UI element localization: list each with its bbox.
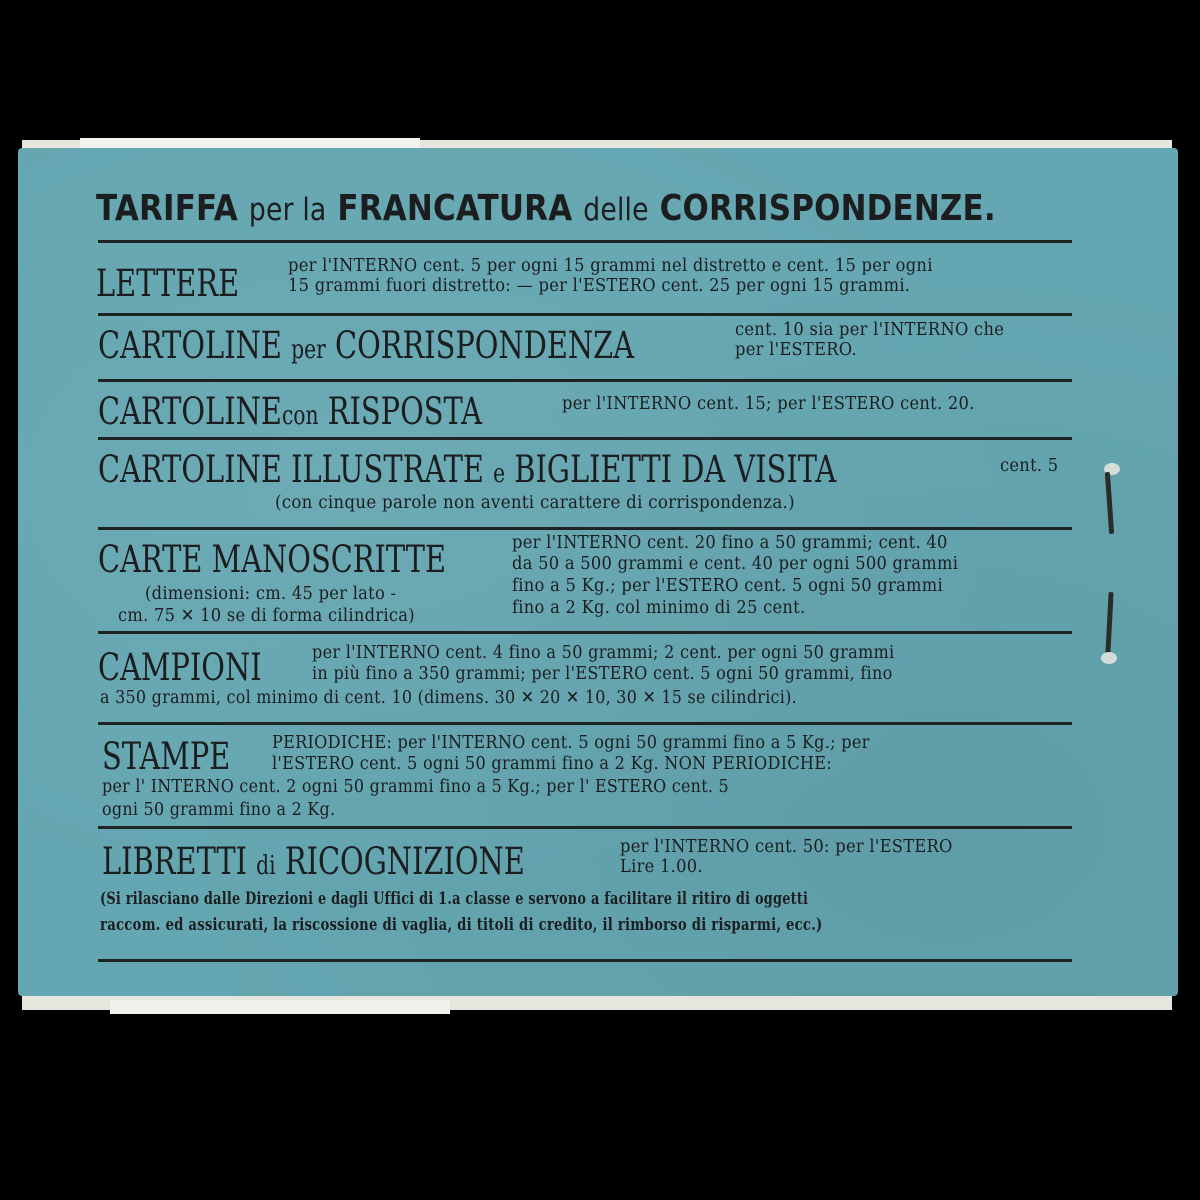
heading-word: per xyxy=(291,335,326,365)
libretti-line-2: Lire 1.00. xyxy=(620,857,703,877)
heading-word: CORRISPONDENZA xyxy=(334,324,635,367)
illustrate-price: cent. 5 xyxy=(1000,456,1059,476)
heading-cartoline-risposta xyxy=(98,390,482,433)
campioni-line-3: a 350 grammi, col minimo di cent. 10 (dimens. 30 ✕ 20 ✕ 10, 30 ✕ 15 se cilindrici). xyxy=(100,688,797,708)
heading-libretti xyxy=(102,840,525,883)
title-word-corrispondenze: CORRISPONDENZE. xyxy=(659,188,996,229)
cartoline-line-2: per l'ESTERO. xyxy=(735,340,857,360)
title-word-delle: delle xyxy=(583,192,649,228)
stampe-line-1: PERIODICHE: per l'INTERNO cent. 5 ogni 50 grammi fino a 5 Kg.; per xyxy=(272,733,870,753)
lettere-line-2: 15 grammi fuori distretto: — per l'ESTERO cent. 25 per ogni 15 grammi. xyxy=(288,276,911,296)
heading-lettere: LETTERE xyxy=(96,262,240,305)
title-word-francatura: FRANCATURA xyxy=(337,188,573,229)
divider-rule xyxy=(98,313,1072,316)
cartoline-line-1: cent. 10 sia per l'INTERNO che xyxy=(735,320,1005,340)
risposta-line-1: per l'INTERNO cent. 15; per l'ESTERO cent. 20. xyxy=(562,394,975,414)
heading-word: e xyxy=(493,459,506,489)
stampe-line-4: ogni 50 grammi fino a 2 Kg. xyxy=(102,800,336,820)
title-word-per-la: per la xyxy=(248,192,327,228)
manoscritte-line-3: fino a 5 Kg.; per l'ESTERO cent. 5 ogni 50 grammi xyxy=(512,576,943,596)
heading-word: RICOGNIZIONE xyxy=(284,840,525,883)
libretti-note-2: raccom. ed assicurati, la riscossione di vaglia, di titoli di credito, il rimborso di risparmi, ecc.) xyxy=(100,915,823,934)
tariff-title xyxy=(96,188,996,244)
campioni-line-2: in più fino a 350 grammi; per l'ESTERO cent. 5 ogni 50 grammi, fino xyxy=(312,664,893,684)
manoscritte-line-1: per l'INTERNO cent. 20 fino a 50 grammi; cent. 40 xyxy=(512,533,948,553)
heading-word: LIBRETTI xyxy=(102,840,248,883)
manoscritte-dim-2: cm. 75 ✕ 10 se di forma cilindrica) xyxy=(118,606,415,626)
divider-rule xyxy=(98,722,1072,725)
illustrate-note: (con cinque parole non aventi carattere di corrispondenza.) xyxy=(275,493,795,513)
heading-word: BIGLIETTI DA VISITA xyxy=(514,448,837,491)
stampe-line-3: per l' INTERNO cent. 2 ogni 50 grammi fino a 5 Kg.; per l' ESTERO cent. 5 xyxy=(102,777,729,797)
divider-rule xyxy=(98,826,1072,829)
libretti-note-1: (Si rilasciano dalle Direzioni e dagli Uffici di 1.a classe e servono a facilitare il ritiro di oggetti xyxy=(100,889,809,908)
divider-rule xyxy=(98,959,1072,962)
campioni-line-1: per l'INTERNO cent. 4 fino a 50 grammi; 2 cent. per ogni 50 grammi xyxy=(312,643,895,663)
heading-word: di xyxy=(256,851,276,881)
heading-word: CARTOLINE ILLUSTRATE xyxy=(98,448,484,491)
divider-rule xyxy=(98,437,1072,440)
divider-rule xyxy=(98,240,1072,243)
heading-cartoline-illustrate xyxy=(98,448,836,491)
inner-page-bottom-edge xyxy=(110,1000,450,1014)
divider-rule xyxy=(98,527,1072,530)
manoscritte-line-4: fino a 2 Kg. col minimo di 25 cent. xyxy=(512,598,806,618)
stampe-line-2: l'ESTERO cent. 5 ogni 50 grammi fino a 2 Kg. NON PERIODICHE: xyxy=(272,754,832,774)
heading-cartoline-corrispondenza xyxy=(98,324,634,367)
heading-word: CARTOLINE xyxy=(98,390,282,433)
divider-rule xyxy=(98,631,1072,634)
libretti-line-1: per l'INTERNO cent. 50: per l'ESTERO xyxy=(620,837,953,857)
title-word-tariffa: TARIFFA xyxy=(96,188,238,229)
heading-campioni: CAMPIONI xyxy=(98,646,262,689)
staple-hole-bottom xyxy=(1101,652,1117,664)
lettere-line-1: per l'INTERNO cent. 5 per ogni 15 grammi nel distretto e cent. 15 per ogni xyxy=(288,256,933,276)
heading-stampe: STAMPE xyxy=(102,735,231,778)
heading-word: con xyxy=(281,401,319,431)
manoscritte-line-2: da 50 a 500 grammi e cent. 40 per ogni 500 grammi xyxy=(512,554,959,574)
heading-word: RISPOSTA xyxy=(327,390,483,433)
manoscritte-dim-1: (dimensioni: cm. 45 per lato - xyxy=(145,584,397,604)
divider-rule xyxy=(98,379,1072,382)
heading-carte-manoscritte: CARTE MANOSCRITTE xyxy=(98,538,447,581)
heading-word: CARTOLINE xyxy=(98,324,282,367)
